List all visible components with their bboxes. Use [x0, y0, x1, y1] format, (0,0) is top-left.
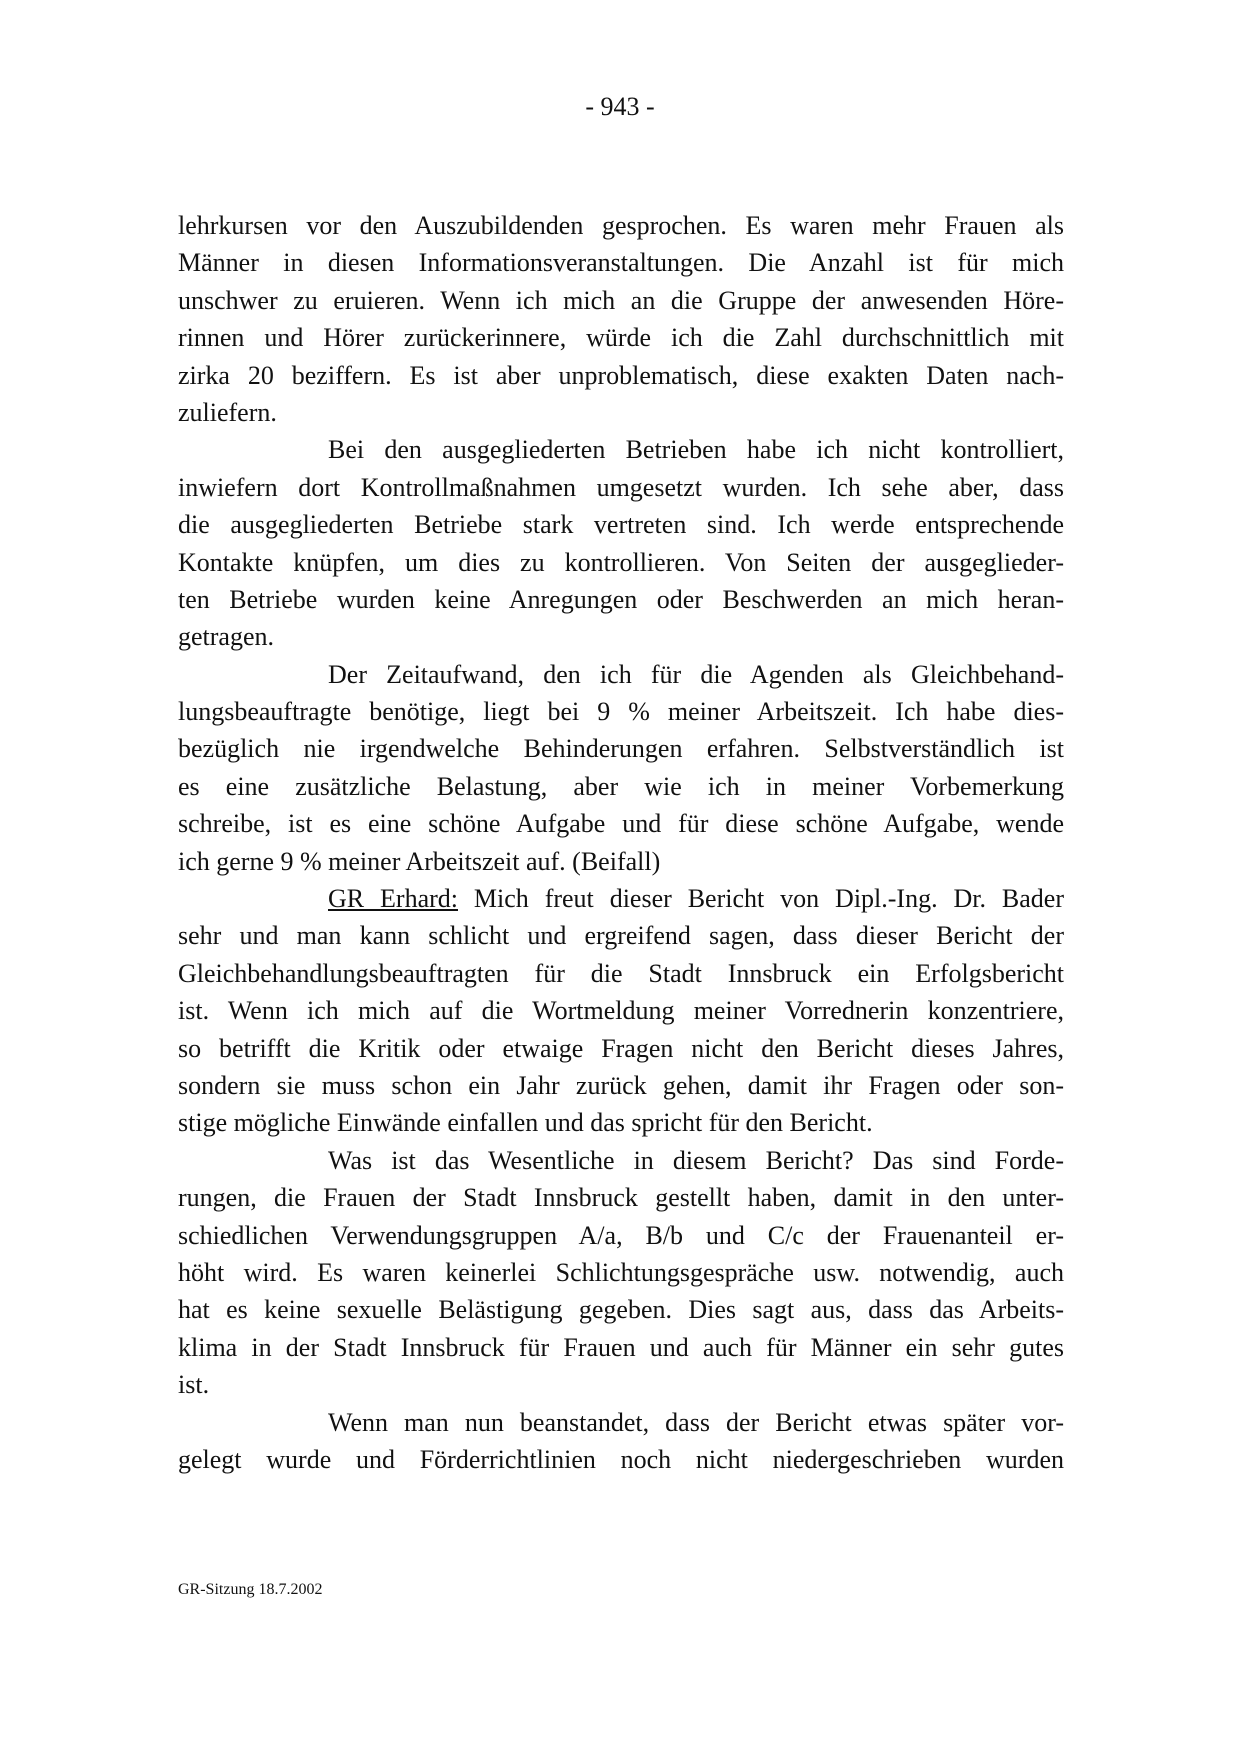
text-line: höht wird. Es waren keinerlei Schlichtungsgespräche usw. notwendig, auch — [178, 1257, 1064, 1287]
text-line: Bei den ausgegliederten Betrieben habe ich nicht kontrolliert, — [328, 435, 1064, 465]
text-line: sondern sie muss schon ein Jahr zurück gehen, damit ihr Fragen oder son- — [178, 1070, 1064, 1100]
text-line: sehr und man kann schlicht und ergreifend sagen, dass dieser Bericht der — [178, 921, 1064, 951]
text-line: hat es keine sexuelle Belästigung gegeben. Dies sagt aus, dass das Arbeits- — [178, 1295, 1064, 1325]
text-line: ist. — [178, 1370, 210, 1400]
text-line: lungsbeauftragte benötige, liegt bei 9 % meiner Arbeitszeit. Ich habe dies- — [178, 697, 1064, 727]
text-line: getragen. — [178, 622, 275, 652]
text-line-content: Mich freut dieser Bericht von Dipl.-Ing. Dr. Bader — [458, 884, 1064, 914]
page-number: - 943 - — [585, 92, 655, 121]
footer-session-date: GR-Sitzung 18.7.2002 — [178, 1581, 323, 1598]
text-line: so betrifft die Kritik oder etwaige Fragen nicht den Bericht dieses Jahres, — [178, 1033, 1064, 1063]
body-text — [178, 207, 1064, 1478]
text-line: stige mögliche Einwände einfallen und das spricht für den Bericht. — [178, 1108, 873, 1138]
text-line: unschwer zu eruieren. Wenn ich mich an die Gruppe der anwesenden Höre- — [178, 285, 1064, 315]
text-line: ten Betriebe wurden keine Anregungen oder Beschwerden an mich heran- — [178, 584, 1064, 614]
text-line: ist. Wenn ich mich auf die Wortmeldung meiner Vorrednerin konzentriere, — [178, 996, 1064, 1026]
text-line: gelegt wurde und Förderrichtlinien noch nicht niedergeschrieben wurden — [178, 1444, 1064, 1474]
text-line: inwiefern dort Kontrollmaßnahmen umgesetzt wurden. Ich sehe aber, dass — [178, 472, 1064, 502]
text-line — [178, 880, 1064, 917]
text-line: es eine zusätzliche Belastung, aber wie ich in meiner Vorbemerkung — [178, 771, 1064, 801]
text-line: Wenn man nun beanstandet, dass der Bericht etwas später vor- — [328, 1407, 1064, 1437]
text-line: lehrkursen vor den Auszubildenden gesprochen. Es waren mehr Frauen als — [178, 211, 1064, 240]
text-line: rungen, die Frauen der Stadt Innsbruck gestellt haben, damit in den unter- — [178, 1183, 1064, 1213]
text-line: zirka 20 beziffern. Es ist aber unproblematisch, diese exakten Daten nach- — [178, 360, 1064, 390]
text-line: ich gerne 9 % meiner Arbeitszeit auf. (Beifall) — [178, 846, 661, 876]
text-line: klima in der Stadt Innsbruck für Frauen und auch für Männer ein sehr gutes — [178, 1332, 1064, 1362]
text-line: schreibe, ist es eine schöne Aufgabe und für diese schöne Aufgabe, wende — [178, 809, 1064, 839]
text-line: Kontakte knüpfen, um dies zu kontrollieren. Von Seiten der ausgeglieder- — [178, 547, 1064, 577]
text-line: die ausgegliederten Betriebe stark vertreten sind. Ich werde entsprechende — [178, 510, 1064, 540]
text-line: Was ist das Wesentliche in diesem Bericht? Das sind Forde- — [328, 1145, 1064, 1175]
text-line: schiedlichen Verwendungsgruppen A/a, B/b und C/c der Frauenanteil er- — [178, 1220, 1064, 1250]
text-line: rinnen und Hörer zurückerinnere, würde ich die Zahl durchschnittlich mit — [178, 323, 1064, 353]
text-line: zuliefern. — [178, 397, 277, 427]
text-line: Der Zeitaufwand, den ich für die Agenden als Gleichbehand- — [328, 659, 1064, 689]
speaker-name: GR Erhard: — [328, 884, 458, 914]
text-line: bezüglich nie irgendwelche Behinderungen erfahren. Selbstverständlich ist — [178, 734, 1064, 764]
text-line: Männer in diesen Informationsveranstaltungen. Die Anzahl ist für mich — [178, 248, 1064, 278]
text-line: Gleichbehandlungsbeauftragten für die Stadt Innsbruck ein Erfolgsbericht — [178, 958, 1064, 988]
